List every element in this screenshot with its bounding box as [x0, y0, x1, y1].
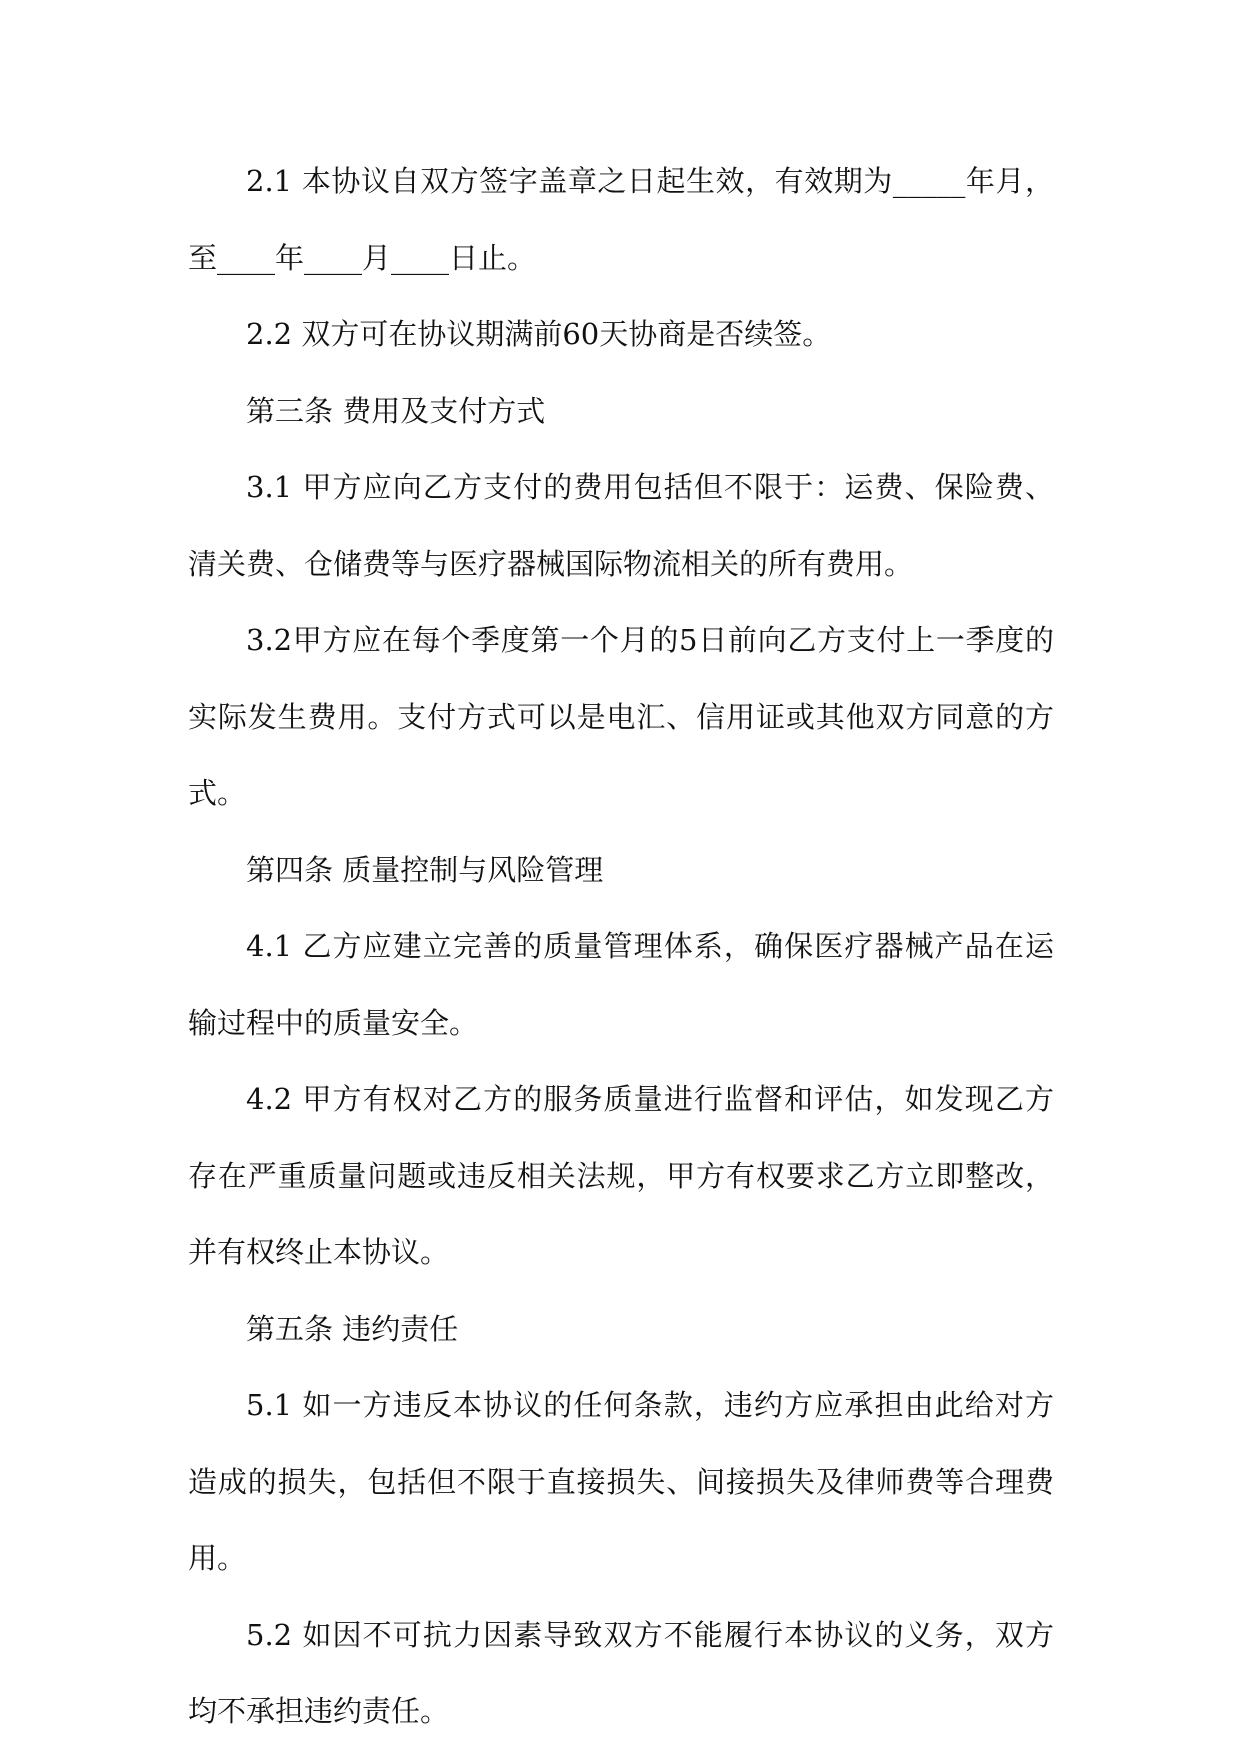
article-3-heading: 第三条 费用及支付方式 [246, 393, 546, 428]
article-4-heading: 第四条 质量控制与风险管理 [246, 852, 604, 887]
clause-2-2: 2.2 双方可在协议期满前60天协商是否续签。 [246, 317, 832, 351]
article-5-heading: 第五条 违约责任 [246, 1311, 459, 1346]
clause-5-2: 5.2 如因不可抗力因素导致双方不能履行本协议的义务，双方均不承担违约责任。 [188, 1617, 1054, 1728]
clause-5-1: 5.1 如一方违反本协议的任何条款，违约方应承担由此给对方造成的损失，包括但不限于直接损失、间接损失及律师费等合理费用。 [188, 1388, 1054, 1575]
document-body [188, 143, 1054, 1750]
clause-2-1: 2.1 本协议自双方签字盖章之日起生效，有效期为_____年月，至____年____月____日止。 [188, 164, 1054, 275]
clause-4-2: 4.2 甲方有权对乙方的服务质量进行监督和评估，如发现乙方存在严重质量问题或违反相关法规，甲方有权要求乙方立即整改，并有权终止本协议。 [188, 1082, 1054, 1269]
clause-3-1: 3.1 甲方应向乙方支付的费用包括但不限于：运费、保险费、清关费、仓储费等与医疗器械国际物流相关的所有费用。 [188, 470, 1054, 581]
clause-3-2: 3.2甲方应在每个季度第一个月的5日前向乙方支付上一季度的实际发生费用。支付方式可以是电汇、信用证或其他双方同意的方式。 [188, 623, 1054, 810]
clause-4-1: 4.1 乙方应建立完善的质量管理体系，确保医疗器械产品在运输过程中的质量安全。 [188, 929, 1054, 1040]
